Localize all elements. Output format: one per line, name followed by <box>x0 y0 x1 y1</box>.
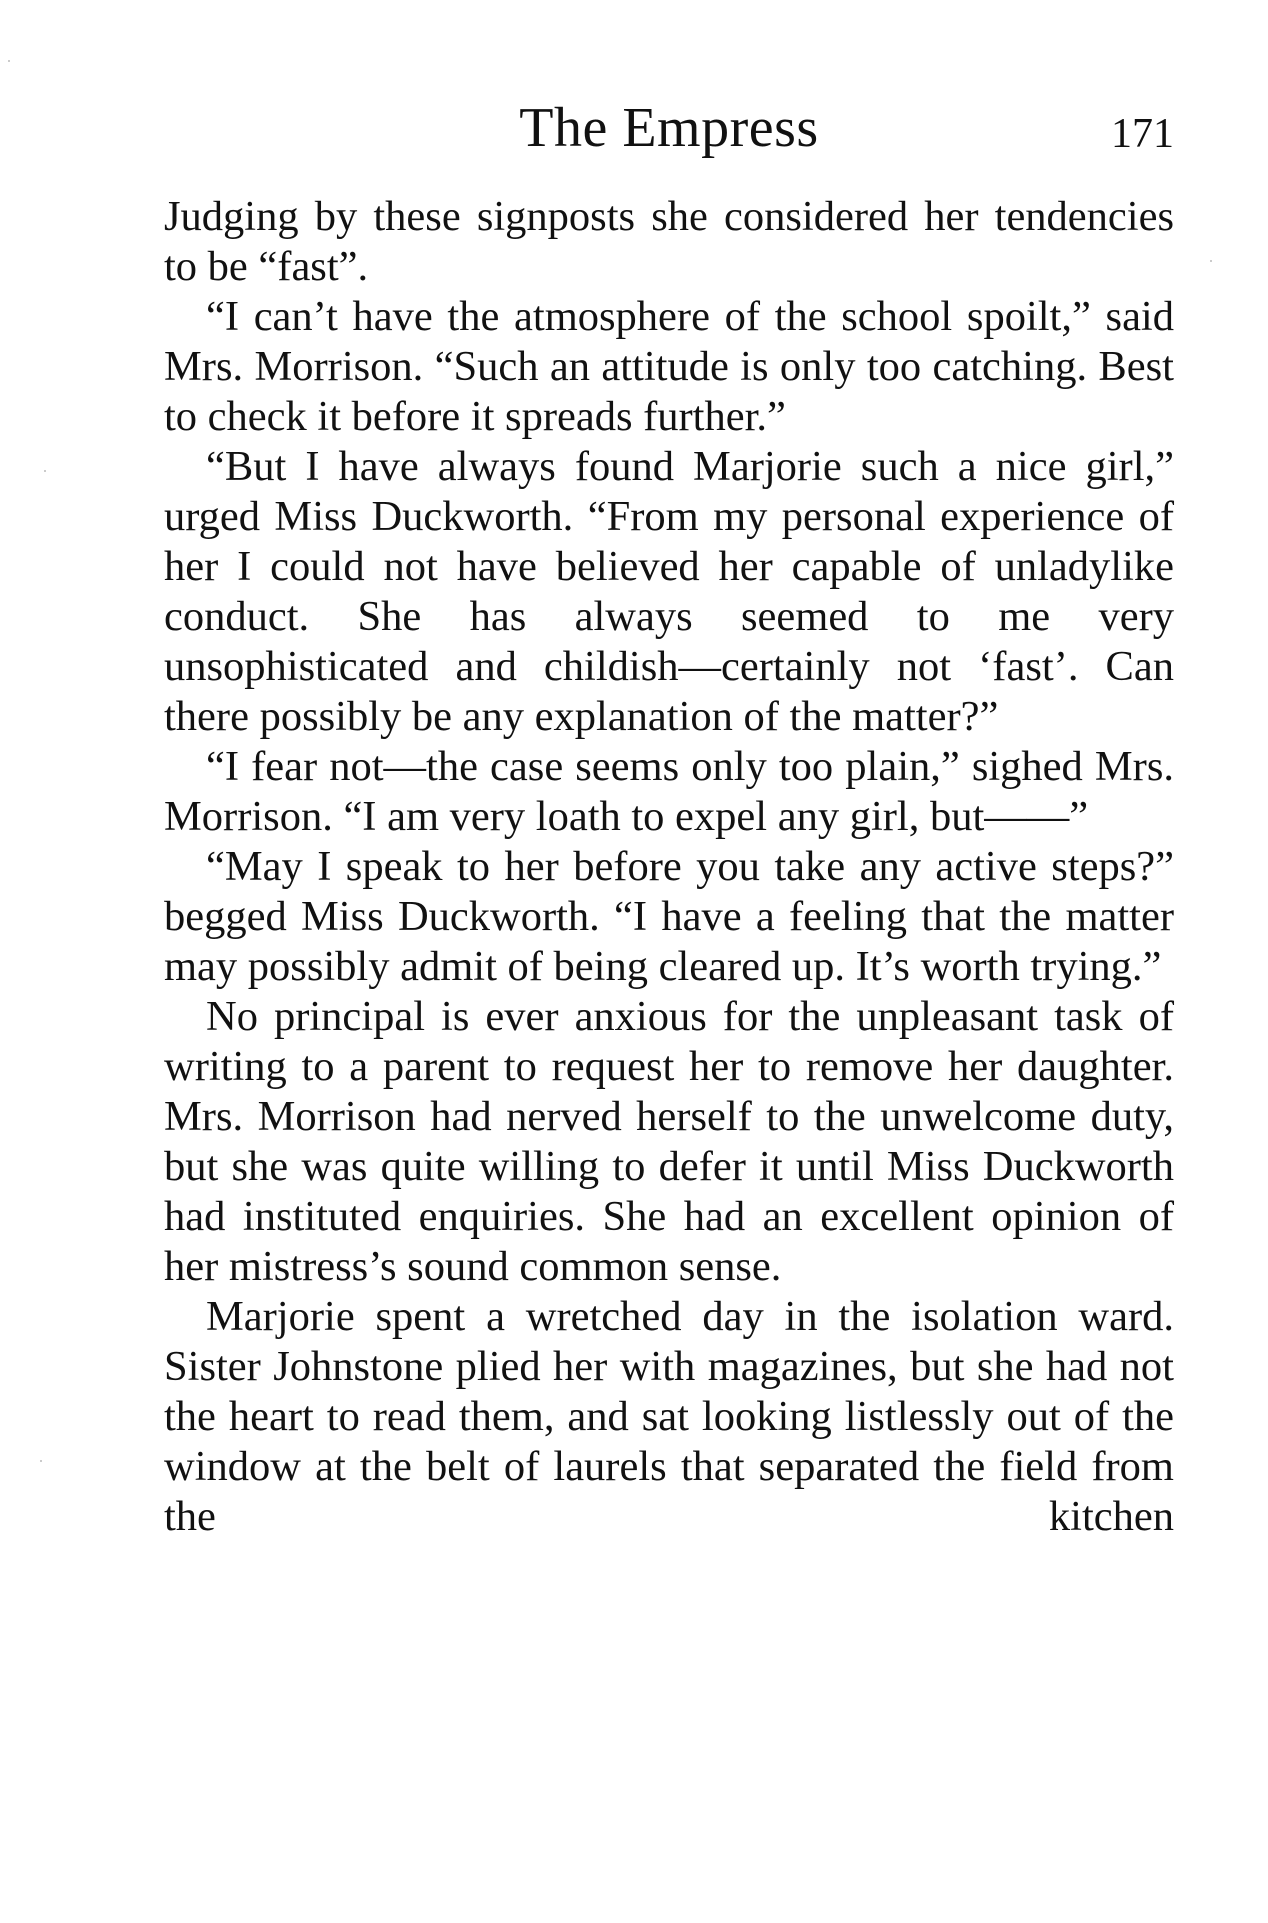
paragraph: No principal is ever anxious for the unpleasant task of writing to a parent to request her to remove her daughter. Mrs. Morrison had nerved herself to the unwelcome duty, but she was quite willing to defer it until Miss Duckworth had instituted enquiries. She had an excellent opinion of her mistress’s sound common sense. <box>164 993 1174 1290</box>
scan-speck <box>44 470 46 472</box>
paragraph: “But I have always found Marjorie such a nice girl,” urged Miss Duckworth. “From my personal experience of her I could not have believed her capable of unladylike conduct. She has always seemed to me very unsophisticated and childish—certainly not ‘fast’. Can there possibly be any explanation of the matter?” <box>164 443 1174 740</box>
scan-speck <box>40 1460 42 1462</box>
paragraph: Marjorie spent a wretched day in the isolation ward. Sister Johnstone plied her with magazines, but she had not the heart to read them, and sat looking listlessly out of the window at the belt of laurels that separated the field from the kitchen <box>164 1293 1174 1540</box>
paragraph: “I fear not—the case seems only too plain,” sighed Mrs. Morrison. “I am very loath to expel any girl, but——” <box>164 743 1174 840</box>
paragraph: “I can’t have the atmosphere of the school spoilt,” said Mrs. Morrison. “Such an attitude is only too catching. Best to check it before it spreads further.” <box>164 293 1174 440</box>
running-head <box>164 88 1174 168</box>
scan-speck <box>1210 260 1212 262</box>
chapter-title: The Empress <box>519 97 819 159</box>
body-text <box>164 192 1174 1542</box>
paragraph: “May I speak to her before you take any active steps?” begged Miss Duckworth. “I have a feeling that the matter may possibly admit of being cleared up. It’s worth trying.” <box>164 843 1174 990</box>
page-number: 171 <box>1111 111 1174 157</box>
paragraph: Judging by these signposts she considered her tendencies to be “fast”. <box>164 193 1174 290</box>
scan-speck <box>8 60 10 62</box>
